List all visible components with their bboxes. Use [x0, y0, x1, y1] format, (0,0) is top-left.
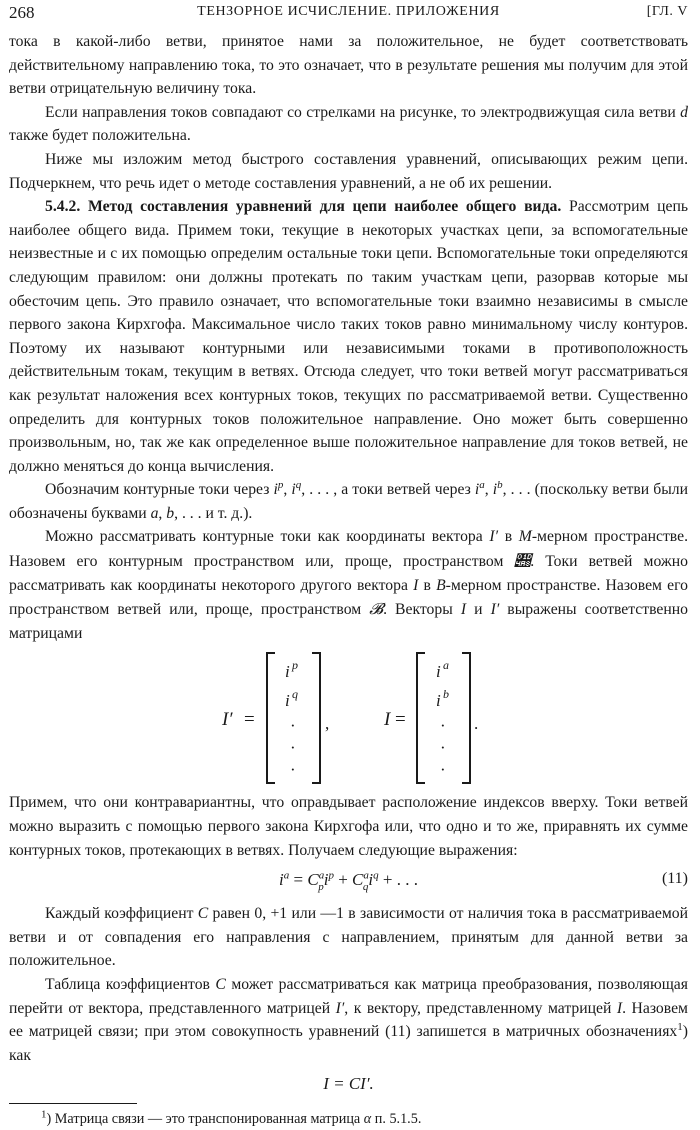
- math-var: d: [680, 103, 688, 121]
- text: , . . . , а токи ветвей через: [301, 481, 475, 499]
- section-body: Рассмотрим цепь наиболее общего вида. Примем токи, текущие в некоторых участках цепи, за вспомогательные неизвестные и с их помощью определим остальные токи цепи. Вспомогательные токи определяются следующим правилом: они должны протекать по таким участкам цепи, разорвав которые мы обесточим цепь. Это правило означает, что вспомогательные токи взаимно независимы в смысле первого закона Кирхгофа. Максимальное число таких токов равно минимальному числу контуров. Поэтому их называют контурными или независимыми токами в противоположность действительным токам, текущим в ветвях. Отсюда следует, что токи ветвей могут рассматриваться как результат наложения всех контурных токов, текущих по рассматриваемой ветви. Существенно определить для контурных токов положительное направление. Оно может быть совершенно произвольным, но, так же как определенное выше положительное направление для токов ветвей, не должно меняться до конца вычисления.: [9, 198, 688, 475]
- equation-11-body: [9, 869, 688, 893]
- equation-11: [9, 862, 688, 902]
- math-var: C: [307, 870, 319, 890]
- math-sup: a: [479, 479, 485, 492]
- math-sup: a: [318, 869, 325, 882]
- matrix-right-label: I: [384, 709, 391, 731]
- text: ,: [283, 481, 292, 499]
- text: . Назовем ее матрицей связи; при этом совокупность уравнений (11) запишется в матричных обозначениях: [9, 999, 688, 1041]
- text: -мерном пространстве. Назовем его пространством ветвей или, проще, пространством: [9, 576, 688, 619]
- math-script-letter: 𝓑: [369, 599, 384, 619]
- equation-number: (11): [661, 870, 688, 888]
- matrix-left-bracket-close: [312, 653, 320, 783]
- text: Таблица коэффициентов: [45, 976, 216, 993]
- math-var: C: [197, 905, 209, 923]
- text: . Векторы: [383, 601, 461, 619]
- matrix-left-comma: ,: [325, 714, 330, 734]
- section-heading: 5.4.2. Метод составления уравнений для цепи наиболее общего вида.: [45, 198, 562, 216]
- math-op: + . . .: [378, 870, 418, 890]
- matrix-svg: [9, 645, 688, 791]
- math-var: b: [166, 504, 175, 522]
- matrix-right-bracket-open: [417, 653, 425, 783]
- math-op: +: [333, 870, 353, 890]
- text: Каждый коэффициент: [45, 905, 198, 923]
- paragraph-method: Ниже мы изложим метод быстрого составления уравнений, описывающих режим цепи. Подчеркнем, что речь идет о методе составления уравнений, а не об их решении.: [9, 150, 688, 192]
- matrix-right-dot: ·: [440, 716, 446, 736]
- math-var: I: [460, 601, 467, 619]
- paragraph-emf: [9, 101, 688, 148]
- math-sup: b: [497, 479, 503, 492]
- text: ) как: [9, 1023, 688, 1064]
- math-var: I′: [489, 528, 499, 546]
- math-var: i: [273, 481, 278, 499]
- math-var: I′: [490, 601, 500, 619]
- text: в: [498, 528, 519, 546]
- matrix-right-entry-ib: i: [436, 691, 441, 711]
- matrix-left-bracket-open: [267, 653, 275, 783]
- math-script-letter: 𝒨: [514, 551, 531, 571]
- text: Обозначим контурные токи через: [45, 481, 274, 499]
- running-title: ТЕНЗОРНОЕ ИСЧИСЛЕНИЕ. ПРИЛОЖЕНИЯ: [197, 4, 500, 19]
- matrix-right-sup-b: b: [443, 687, 449, 702]
- text: может рассматриваться как матрица преобразования, позволяющая перейти от вектора, представленного матрицей: [9, 976, 688, 1017]
- text: , к вектору, представленному матрицей: [344, 999, 617, 1017]
- matrix-right-equals: =: [395, 709, 406, 731]
- matrix-display: [9, 645, 688, 791]
- paragraph-spaces: [9, 525, 688, 645]
- text: выражены соответственно матрицами: [9, 601, 689, 642]
- math-sub: q: [362, 880, 369, 893]
- section-5-4-2: [9, 195, 688, 478]
- matrix-right-bracket-close: [462, 653, 470, 783]
- footnote-mark: 1: [677, 1020, 683, 1033]
- text: ,: [484, 481, 493, 499]
- matrix-left-dot: ·: [290, 738, 296, 758]
- math-var: a: [150, 504, 159, 522]
- text: также будет положительна.: [9, 127, 191, 145]
- math-var: B: [436, 576, 446, 594]
- math-sup: a: [363, 869, 369, 882]
- math-var: M: [518, 528, 532, 546]
- paragraph-kirchhoff: Примем, что они контравариантны, что оправдывает расположение индексов вверху. Токи ветвей можно выразить с помощью первого закона Кирхгофа или, что одно и то же, приравнять их сумме контурных токов, протекающих в ветвях. Получаем следующие выражения:: [9, 794, 688, 859]
- footnote-mark: 1: [41, 1108, 47, 1121]
- text: в: [418, 576, 437, 594]
- math-var: I: [413, 576, 419, 594]
- paragraph-continuation: тока в какой-либо ветви, принятое нами за положительное, не будет соответствовать действительному направлению тока, то это означает, что в результате решения мы получим для этой ветви отрицательную величину тока.: [9, 33, 688, 98]
- matrix-right-period: .: [474, 714, 479, 734]
- text: Можно рассматривать контурные токи как координаты вектора: [45, 528, 490, 546]
- equation-matrix-form: I = CI′.: [323, 1074, 374, 1094]
- math-var: I: [616, 999, 623, 1017]
- text: ,: [158, 504, 167, 522]
- text: и: [466, 601, 491, 619]
- math-sub: p: [318, 880, 324, 893]
- matrix-left-dot: ·: [290, 716, 296, 736]
- matrix-left-label: I′: [222, 709, 233, 731]
- math-var: i: [323, 870, 329, 890]
- matrix-left-equals: =: [244, 709, 255, 731]
- math-sup: p: [328, 869, 334, 882]
- matrix-left-dot: ·: [290, 760, 296, 780]
- math-sup: q: [373, 869, 379, 882]
- text: , . . . (поскольку ветви были обозначены буквами: [9, 481, 689, 522]
- math-var: i: [474, 481, 480, 499]
- text: Если направления токов совпадают со стрелками на рисунке, то электродвижущая сила ветви: [45, 103, 681, 121]
- paragraph-coefficients: [9, 902, 688, 973]
- matrix-left-sup-p: p: [292, 658, 298, 673]
- math-var: α: [363, 1111, 372, 1128]
- text: , . . . и т. д.).: [174, 504, 253, 522]
- math-sup: a: [283, 869, 290, 882]
- footnote-rule: [9, 1103, 137, 1104]
- math-var: C: [352, 870, 364, 890]
- math-sup: q: [295, 479, 302, 492]
- footnote: [9, 1108, 688, 1130]
- math-var: i: [279, 870, 284, 890]
- matrix-left-entry-ip: i: [285, 662, 290, 682]
- math-var: C: [215, 976, 226, 993]
- running-head: [9, 0, 688, 30]
- matrix-right-entry-ia: i: [436, 662, 441, 682]
- matrix-right-dot: ·: [440, 738, 446, 758]
- matrix-left-sup-q: q: [292, 687, 298, 702]
- paragraph-notation: [9, 478, 688, 525]
- page-number: 268: [9, 3, 35, 22]
- text: -мерном пространстве. Назовем его контурным пространством или, проще, пространством: [9, 528, 688, 571]
- math-sup: p: [277, 479, 284, 492]
- text: . Токи ветвей можно рассматривать как координаты некоторого другого вектора: [9, 553, 688, 594]
- chapter-label: [ГЛ. V: [646, 4, 688, 19]
- matrix-right-sup-a: a: [443, 658, 449, 673]
- math-var: I′: [335, 999, 345, 1017]
- text: ) Матрица связи — это транспонированная матрица: [46, 1111, 364, 1128]
- text: равен 0, +1 или —1 в зависимости от наличия тока в рассматриваемой ветви и от совпадения его направления с направлением, принятым для данной ветви за положительное.: [9, 905, 688, 970]
- matrix-right-dot: ·: [440, 760, 446, 780]
- math-var: i: [368, 870, 374, 890]
- math-var: i: [492, 481, 498, 499]
- math-op: =: [289, 870, 308, 890]
- math-var: i: [291, 481, 296, 499]
- paragraph-connection-matrix: [9, 973, 688, 1067]
- text: п. 5.1.5.: [371, 1111, 422, 1128]
- matrix-left-entry-iq: i: [285, 691, 290, 711]
